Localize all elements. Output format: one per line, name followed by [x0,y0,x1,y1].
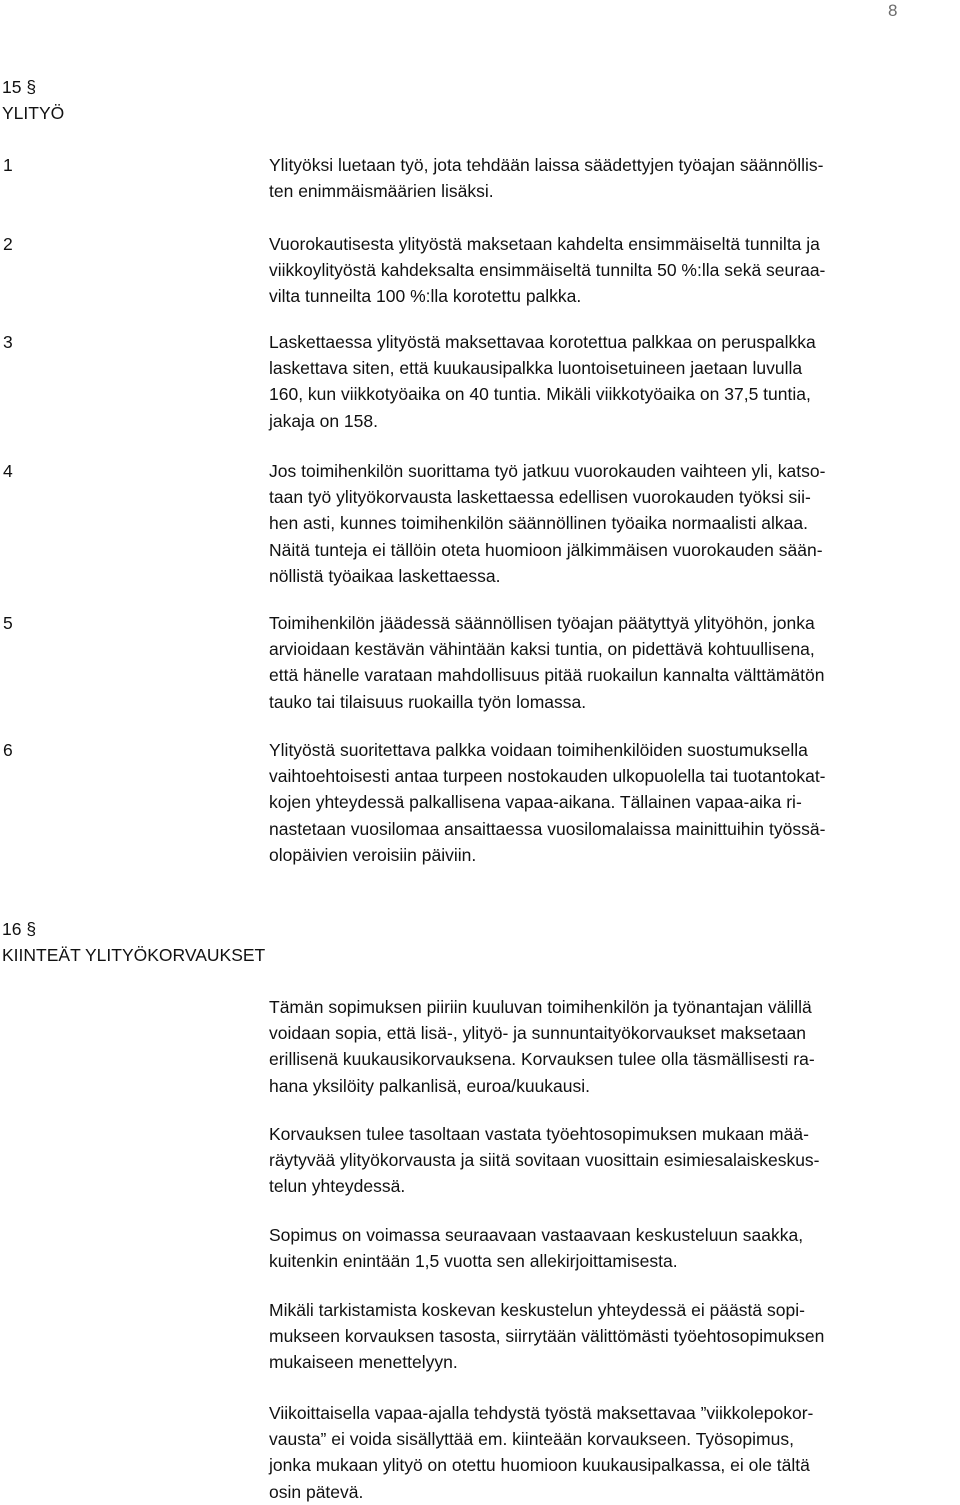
text-line: telun yhteydessä. [269,1176,406,1197]
clause-text [269,737,959,868]
clause-number: 2 [3,234,13,254]
clause-text [269,152,959,204]
paragraph [269,1400,959,1505]
text-line: ten enimmäismäärien lisäksi. [269,181,494,202]
text-line: Mikäli tarkistamista koskevan keskustelun yhteydessä ei päästä sopi- [269,1300,805,1320]
text-line: Ylityöksi luetaan työ, jota tehdään laissa säädettyjen työajan säännöllis- [269,155,824,175]
section-number: 15 § [2,77,37,97]
paragraph [269,994,959,1099]
section-title: YLITYÖ [2,103,65,123]
text-line: nastetaan vuosilomaa ansaittaessa vuosilomalaissa mainittuihin työssä- [269,818,826,839]
text-line: Näitä tunteja ei tällöin oteta huomioon jälkimmäisen vuorokauden sään- [269,539,823,560]
text-line: olopäivien veroisiin päiviin. [269,844,477,865]
clause-number: 4 [3,461,13,481]
text-line: jonka mukaan ylityö on otettu huomioon kuukausipalkassa, ei ole tältä [269,1455,810,1476]
text-line: räytyvää ylityökorvausta ja siitä sovitaan vuosittain esimiesalaiskeskus- [269,1150,820,1171]
text-line: Tämän sopimuksen piiriin kuuluvan toimihenkilön ja työnantajan välillä [269,997,812,1017]
text-line: Toimihenkilön jäädessä säännöllisen työajan päätyttyä ylityöhön, jonka [269,613,815,633]
clause-number: 3 [3,332,13,352]
text-line: Jos toimihenkilön suorittama työ jatkuu vuorokauden vaihteen yli, katso- [269,461,826,481]
text-line: kuitenkin enintään 1,5 vuotta sen allekirjoittamisesta. [269,1251,678,1272]
clause-text [269,231,959,310]
text-line: vilta tunneilta 100 %:lla korotettu palkka. [269,286,582,307]
clause-text [269,329,959,434]
section-heading-16 [2,916,265,968]
text-line: osin pätevä. [269,1481,364,1502]
text-line: että hänelle varataan mahdollisuus pitää ruokailun kannalta välttämätön [269,665,825,686]
text-line: Sopimus on voimassa seuraavaan vastaavaan keskusteluun saakka, [269,1225,804,1245]
text-line: Laskettaessa ylityöstä maksettavaa korotettua palkkaa on peruspalkka [269,332,816,352]
text-line: laskettava siten, että kuukausipalkka luontoisetuineen jaetaan luvulla [269,358,803,379]
text-line: Ylityöstä suoritettava palkka voidaan toimihenkilöiden suostumuksella [269,740,808,760]
paragraph [269,1222,959,1274]
text-line: hen asti, kunnes toimihenkilön säännöllinen työaika normaalisti alkaa. [269,513,808,534]
clause-text [269,610,959,715]
text-line: vaihtoehtoisesti antaa turpeen nostokauden ulkopuolella tai tuotantokat- [269,766,826,787]
text-line: mukaiseen menettelyyn. [269,1352,458,1373]
clause-number: 6 [3,740,13,760]
text-line: viikkoylityöstä kahdeksalta ensimmäiseltä tunnilta 50 %:lla sekä seuraa- [269,260,826,281]
section-number: 16 § [2,919,37,939]
text-line: 160, kun viikkotyöaika on 40 tuntia. Mikäli viikkotyöaika on 37,5 tuntia, [269,384,811,405]
paragraph [269,1121,959,1200]
section-title: KIINTEÄT YLITYÖKORVAUKSET [2,945,266,965]
text-line: arvioidaan kestävän vähintään kaksi tuntia, on pidettävä kohtuullisena, [269,639,815,660]
text-line: Korvauksen tulee tasoltaan vastata työehtosopimuksen mukaan mää- [269,1124,809,1144]
text-line: jakaja on 158. [269,410,378,431]
text-line: mukseen korvauksen tasosta, siirrytään välittömästi työehtosopimuksen [269,1326,825,1347]
text-line: voidaan sopia, että lisä-, ylityö- ja sunnuntaityökorvaukset maksetaan [269,1023,806,1044]
clause-number: 1 [3,155,13,175]
text-line: Vuorokautisesta ylityöstä maksetaan kahdelta ensimmäiseltä tunnilta ja [269,234,820,254]
text-line: tauko tai tilaisuus ruokailla työn lomassa. [269,691,587,712]
section-heading-15 [2,74,64,126]
text-line: taan työ ylityökorvausta laskettaessa edellisen vuorokauden työksi sii- [269,487,811,508]
text-line: kojen yhteydessä palkallisena vapaa-aikana. Tällainen vapaa-aika ri- [269,792,802,813]
text-line: erillisenä kuukausikorvauksena. Korvauksen tulee olla täsmällisesti ra- [269,1049,815,1070]
text-line: vausta” ei voida sisällyttää em. kiinteään korvaukseen. Työsopimus, [269,1429,794,1450]
text-line: hana yksilöity palkanlisä, euroa/kuukausi. [269,1075,591,1096]
text-line: Viikoittaisella vapaa-ajalla tehdystä työstä maksettavaa ”viikkolepokor- [269,1403,814,1423]
paragraph [269,1297,959,1376]
clause-text [269,458,959,589]
clause-number: 5 [3,613,13,633]
text-line: nöllistä työaikaa laskettaessa. [269,565,501,586]
page-number: 8 [888,1,898,20]
